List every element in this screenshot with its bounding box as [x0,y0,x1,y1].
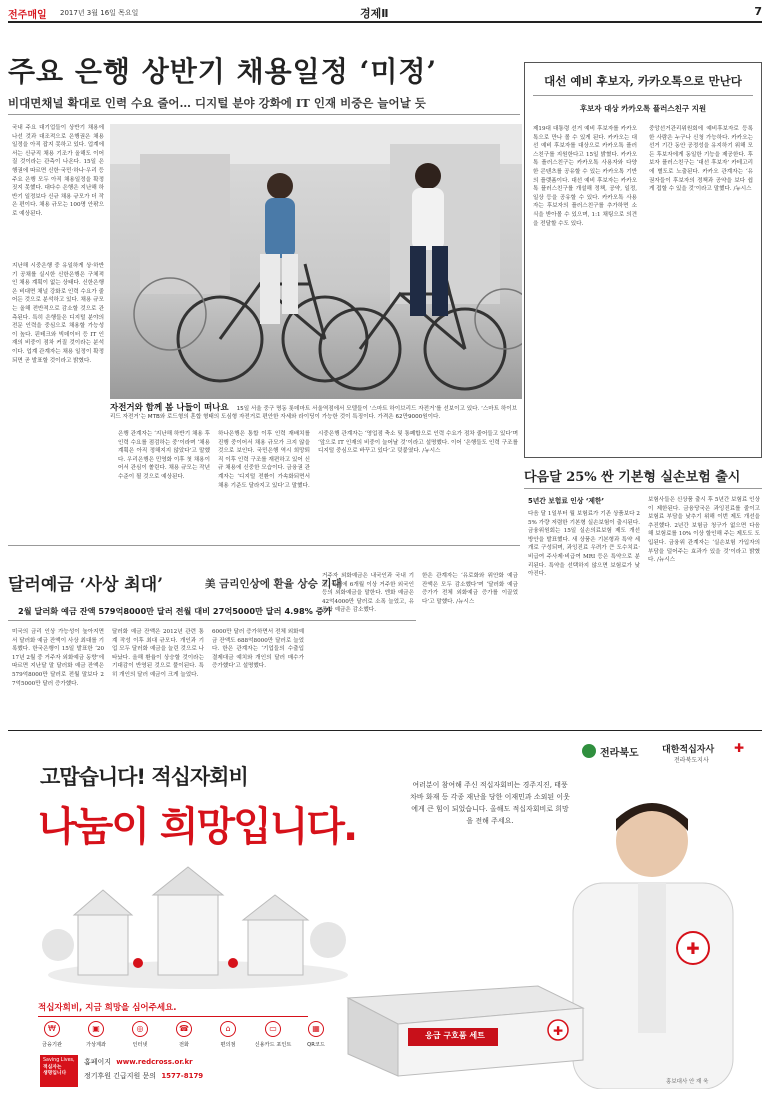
internet-icon: ◎ [132,1021,148,1037]
relief-box-image [338,968,588,1078]
dollar-col4: 거주자 외화예금은 내국인과 국내 기업, 국내에 6개월 이상 거주한 외국인 등의 외화예금을 말한다. 엔화 예금은 42억4000만 달러로 소폭 늘었고, 유로화 예금은 감소했다. [322,573,414,614]
relief-box-label: 응급 구호품 세트 [425,1031,485,1040]
ad-tagline-main: 나눔이 희망입니다. [38,804,357,850]
ad-top-rule [8,730,762,731]
payment-virtual [76,1021,116,1048]
jeonbuk-logo-icon [582,744,596,758]
payment-phone-label: 전화 [178,1042,190,1048]
ad-slogan-rule [38,1016,308,1017]
payment-internet-label: 인터넷 [132,1042,148,1048]
phone-icon: ☎ [176,1021,192,1037]
header-rule [8,21,762,23]
card-icon: ▭ [265,1021,281,1037]
kakao-col2: 중앙선거관리위원회에 예비후보자로 등록한 사람은 누구나 신청 가능하다. 카카오는 선거 기간 동안 공정성을 유지하기 위해 모든 후보자에게 동일한 기능을 제공한다. 후보자 플러스친구는 ‘대선 후보자’ 카테고리에 별도로 노출된다. 카카오 관계자는 ‘유권자들이 후보자의 정책과 공약을 보다 쉽게 접할 수 있을 것’이라고 말했다. /뉴시스 [649,126,753,193]
ad-slogan-text: 적십자회비, 지금 희망을 심어주세요. [38,1003,177,1013]
kakao-article-box [524,62,762,458]
payment-methods [32,1021,332,1055]
payment-bank-label: 금융기관 [41,1042,63,1048]
payment-store-label: 편의점 [220,1042,236,1048]
homepage-url[interactable]: www.redcross.or.kr [116,1058,193,1066]
payment-card-label: 신용카드 포인트 [254,1042,292,1048]
kakao-col1: 제19대 대통령 선거 예비 후보자를 카카오톡으로 만나 볼 수 있게 된다. 카카오는 대선 예비 후보자를 대상으로 카카오톡 플러스친구를 지원한다고 15일 밝혔다. 카카오톡 플러스친구는 카카오톡 사용자와 다양한 콘텐츠를 공유할 수 있는 카카오톡 기반의 플랫폼이다. 대선 예비 후보자는 카카오톡 플러스친구를 개설해 정책, 공약, 일정, 일상 등을 공유할 수 있다. 카카오톡 사용자는 후보자의 플러스친구를 추가하면 소식을 받아볼 수 있으며, 1:1 채팅으로 의견을 전달할 수도 있다. [533,126,637,227]
main-col2: 지난해 시중은행 중 유일하게 상·하반기 공채를 실시한 신한은행은 구체적인 채용 계획이 없는 상태다. 신한은행은 비대면 채널 강화로 인력 수요가 줄어든 것으로 분석하고 있다. 채용 규모는 올해 전반적으로 감소할 것으로 관측된다. 특히 은행들은 디지털 분야의 전문 인력을 중심으로 채용할 가능성이 높다. 핀테크와 빅데이터 등 IT 인재의 비중이 점차 커질 것이라는 분석이다. 업계 관계자는 채용 일정이 확정되면 곧 발표할 것이라고 밝혔다. [12,263,104,364]
phone-label: 정기후원 긴급지원 문의 [84,1072,157,1080]
insurance-subheadline: 5년간 보험료 인상 ‘제한’ [528,497,605,505]
sponsor-logos [578,741,758,769]
main-divider [8,545,520,546]
photo-caption-title: 자전거와 함께 봄 나들이 떠나요 [110,403,229,413]
store-icon: ⌂ [220,1021,236,1037]
ad-phone [84,1071,203,1081]
bicycle-photo [110,124,522,399]
issue-date: 2017년 3월 16일 목요일 [60,9,139,17]
main-col4: 하나은행은 통합 이후 인력 재배치를 진행 중이어서 채용 규모가 크지 않을 것으로 보인다. 국민은행 역시 희망퇴직 이후 인력 구조를 재편하고 있어 신규 채용에 신중한 모습이다. 금융권 관계자는 ‘디지털 전환이 가속화되면서 채용 기준도 달라지고 있다’고 말했다. [218,431,310,489]
insurance-col2: 보험사들은 신상품 출시 후 5년간 보험료 인상이 제한된다. 금융당국은 과잉진료를 줄이고 보험료 부담을 낮추기 위해 이번 제도 개선을 추진했다. 2년간 보험금 청구가 없으면 다음 해 보험료를 10% 이상 할인해 주는 제도도 도입된다. 금융위 관계자는 ‘실손보험 가입자의 부담을 덜어주는 효과가 있을 것’이라고 밝혔다. /뉴시스 [648,497,760,564]
sponsor-jeonbuk: 전라북도 [600,748,639,759]
sponsor-redcross: 대한적십자사 [662,745,715,755]
dollar-col1: 미국의 금리 인상 가능성이 높아지면서 달러화 예금 잔액이 사상 최대를 기록했다. 한국은행이 15일 발표한 ‘2017년 2월 중 거주자 외화예금 동향’에 따르면 지난달 말 달러화 예금 잔액은 579억8000만 달러로 전월 말보다 27억5000만 달러 증가했다. [12,629,104,687]
payment-qr [298,1021,334,1048]
dollar-col5: 한은 관계자는 ‘유로화와 위안화 예금 잔액은 모두 감소했다’며 ‘달러화 예금 증가가 전체 외화예금 증가를 이끌었다’고 말했다. /뉴시스 [422,573,518,605]
redcross-logo [40,1055,78,1087]
payment-virtual-label: 가상계좌 [85,1042,107,1048]
payment-bank [32,1021,72,1048]
paper-name: 전주매일 [8,10,47,21]
insurance-headline: 다음달 25% 싼 기본형 실손보험 출시 [524,470,741,485]
photo-caption [110,404,520,421]
virtual-account-icon: ▣ [88,1021,104,1037]
sponsor-redcross-sub: 전라북도지사 [674,757,709,764]
kakao-rule [533,95,753,96]
ad-message: 여러분이 참여해 주신 적십자회비는 경주지진, 태풍 차바 화재 등 각종 재난을 당한 이재민과 소외된 이웃에게 큰 힘이 되었습니다. 올해도 적십자회비로 희망을 전해 주세요. [410,781,570,825]
bicycle-image [110,124,522,399]
model-credit: 홍보대사 안 재 욱 [666,1079,709,1085]
bank-icon: ₩ [44,1021,60,1037]
dollar-headline-side: 美 금리인상에 환율 상승 기대 [205,578,342,590]
main-col3: 은행 관계자는 ‘지난해 하반기 채용 후 인력 수요를 점검하는 중’이라며 ‘채용 계획은 아직 정해지지 않았다’고 말했다. 우리은행은 민영화 이후 첫 채용이어서 관심이 쏠린다. 채용 규모는 작년 수준이 될 것으로 예상된다. [118,431,210,480]
sub-rule [8,114,520,115]
red-cross-icon: ✚ [734,741,745,755]
main-col1: 국내 주요 대기업들이 상반기 채용에 나선 것과 대조적으로 은행권은 채용 일정을 아직 잡지 못하고 있다. 업계에서는 신규직 채용 기조가 올해도 이어질 것이라는 관측이 나온다. 15일 은행권에 따르면 신한·국민·하나·우리 등 주요 은행 모두 아직 채용일정을 확정짓지 못했다. 대다수 은행은 지난해 하반기 일정보다 신규 채용 규모가 더 작은 편이다. 채용 규모는 100명 안팎으로 예상된다. [12,125,104,217]
dollar-headline: 달러예금 ‘사상 최대’ [8,575,164,595]
payment-card [248,1021,298,1048]
qr-code-icon: ▦ [308,1021,324,1037]
phone-number[interactable]: 1577-8179 [161,1072,204,1080]
logo-line1: Saving Lives, [43,1058,75,1063]
svg-text:✚: ✚ [552,1024,564,1038]
ad-slogan [38,1001,177,1013]
payment-internet [120,1021,160,1048]
payment-phone [164,1021,204,1048]
town-illustration [38,845,358,995]
kakao-subheadline: 후보자 대상 카카오톡 플러스친구 지원 [579,104,707,113]
page-number: 7 [754,5,762,18]
ad-tagline-top: 고맙습니다! 적십자회비 [40,765,248,789]
insurance-col1: 다음 달 1일부터 월 보험료가 기존 상품보다 25% 가량 저렴한 기본형 실손보험이 출시된다. 금융위원회는 15일 실손의료보험 제도 개선 방안을 발표했다. 새 상품은 기본형과 특약 세 개로 구성되며, 과잉진료 우려가 큰 도수치료·비급여 주사제·비급여 MRI 등은 특약으로 분리된다. 특약을 선택하지 않으면 보험료가 낮아진다. [528,511,640,578]
dollar-col2: 달러화 예금 잔액은 2012년 관련 통계 작성 이후 최대 규모다. 개인과 기업 모두 달러화 예금을 늘린 것으로 나타났다. 올해 환율이 상승할 것이라는 기대감이 반영된 것으로 풀이된다. 특히 개인의 달러 예금이 크게 늘었다. [112,629,204,678]
logo-line2: 적십자는 [43,1064,62,1070]
main-subheadline: 비대면채널 확대로 인력 수요 줄어… 디지털 분야 강화에 IT 인재 비중은 늘어날 듯 [8,96,426,110]
logo-line3: 생명입니다 [43,1071,67,1076]
photo-caption-text: 15일 서울 중구 명동 롯데마트 서울역점에서 모델들이 ‘스마트 하이브리드 자전거’를 선보이고 있다. ‘스마트 하이브리드 자전거’는 MTB와 로드형의 혼합 형태의 도심형 자전거로 편안한 자세와 라이딩이 가능한 것이 특징이다. 가격은 62만9000원이다. [110,406,518,420]
payment-store [208,1021,248,1048]
kakao-headline: 대선 예비 후보자, 카카오톡으로 만난다 [544,74,742,88]
svg-text:✚: ✚ [686,939,700,958]
dollar-col3: 6000만 달러 증가하면서 전체 외화예금 잔액도 688억8000만 달러로 늘었다. 한은 관계자는 ‘기업들의 수출입 결제대금 예치와 개인의 달러 매수가 증가했다’고 설명했다. [212,629,304,670]
redcross-ad [8,733,762,1089]
main-col5: 시중은행 관계자는 ‘영업점 축소 및 통폐합으로 인력 수요가 점차 줄어들고 있다’며 ‘앞으로 IT 인재의 비중이 늘어날 것’이라고 설명했다. 이어 ‘은행들도 인력 구조를 디지털 중심으로 바꾸고 있다’고 덧붙였다. /뉴시스 [318,431,518,455]
payment-qr-label: QR코드 [307,1042,325,1048]
ad-homepage [84,1057,193,1067]
homepage-label: 홈페이지 [84,1058,112,1066]
main-headline: 주요 은행 상반기 채용일정 ‘미정’ [8,55,438,88]
section-name: 경제Ⅱ [360,7,389,20]
masthead [8,4,762,20]
insurance-rule [524,488,762,489]
dollar-subheadline: 2월 달러화 예금 잔액 579억8000만 달러 전월 대비 27억5000만 달러 4.98% 증가 [18,606,332,616]
